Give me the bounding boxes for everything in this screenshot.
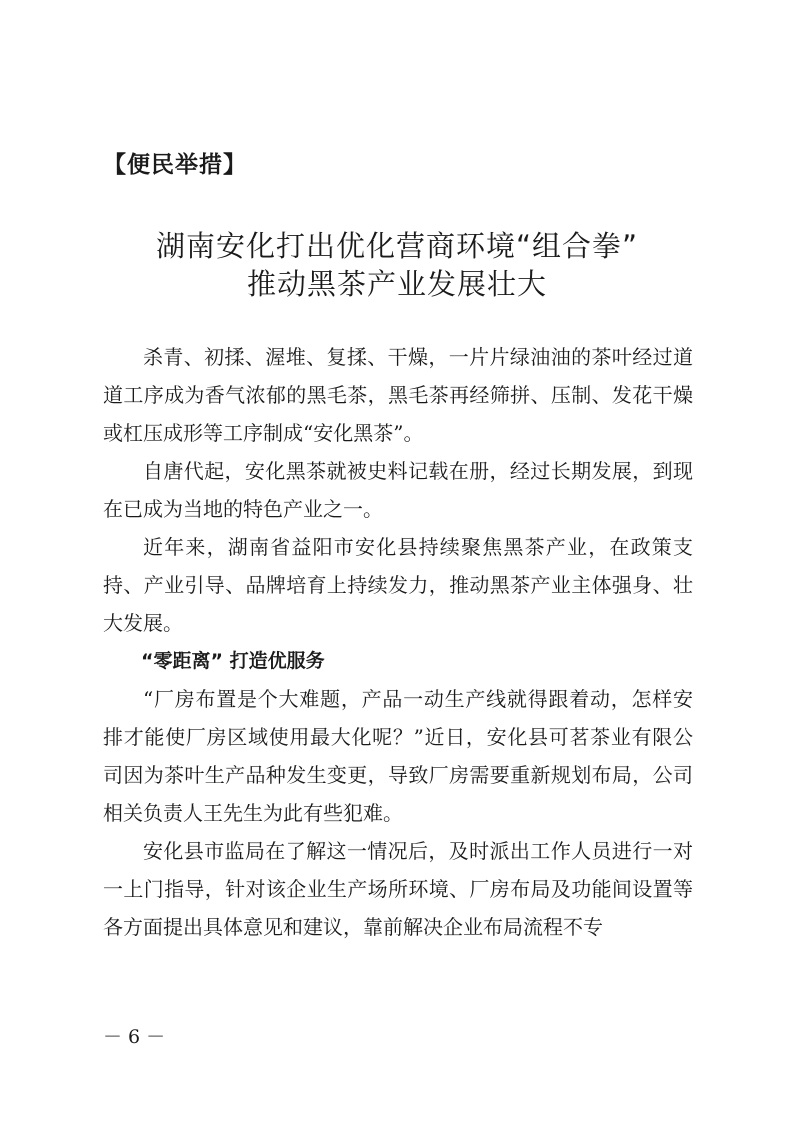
- article-title-line-2: 推动黑茶产业发展壮大: [246, 267, 547, 301]
- paragraph: “厂房布置是个大难题，产品一动生产线就得跟着动，怎样安排才能使厂房区域使用最大化呢？”近日，安化县可茗茶业有限公司因为茶叶生产品种发生变更，导致厂房需要重新规划布局，公司相关负责人王先生为此有些犯难。: [103, 687, 693, 825]
- article-body: [103, 338, 693, 946]
- subheading: “零距离” 打造优服务: [141, 650, 325, 672]
- paragraph: 安化县市监局在了解这一情况后，及时派出工作人员进行一对一上门指导，针对该企业生产场所环境、厂房布局及功能间设置等各方面提出具体意见和建议，靠前解决企业布局流程不专: [103, 839, 693, 939]
- section-tag: 【便民举措】: [103, 152, 247, 178]
- article-title-line-1: 湖南安化打出优化营商环境“组合拳”: [155, 229, 639, 263]
- paragraph: 杀青、初揉、渥堆、复揉、干燥，一片片绿油油的茶叶经过道道工序成为香气浓郁的黑毛茶，黑毛茶再经筛拼、压制、发花干燥或杠压成形等工序制成“安化黑茶”。: [103, 345, 693, 445]
- paragraph: 近年来，湖南省益阳市安化县持续聚焦黑茶产业，在政策支持、产业引导、品牌培育上持续发力，推动黑茶产业主体强身、壮大发展。: [103, 535, 693, 635]
- paragraph: 自唐代起，安化黑茶就被史料记载在册，经过长期发展，到现在已成为当地的特色产业之一。: [103, 459, 693, 521]
- page-number: － 6 －: [103, 1026, 166, 1048]
